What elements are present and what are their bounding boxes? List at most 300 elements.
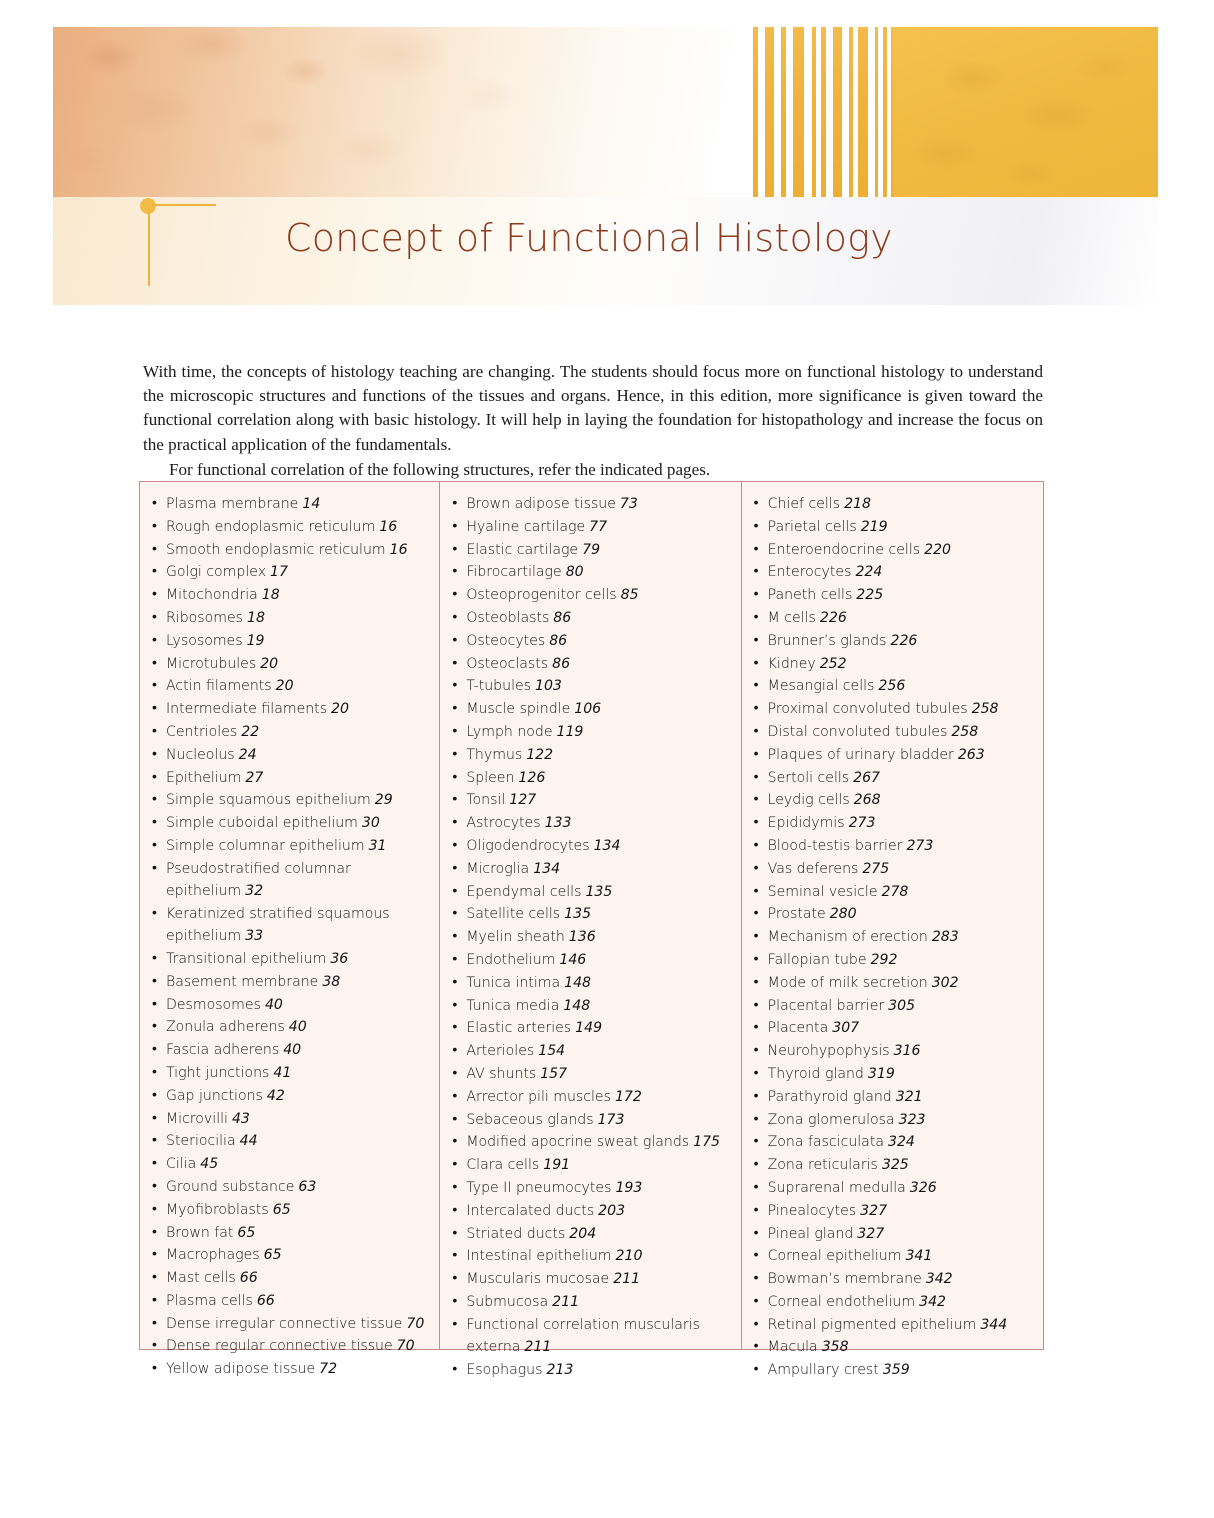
index-entry[interactable] [752,949,1037,971]
index-entry-page: 280 [829,906,857,923]
index-entry-page: 63 [298,1178,317,1195]
index-entry-page: 66 [239,1270,258,1287]
index-entry-label: Kidney [767,655,816,672]
index-entry[interactable] [752,1063,1037,1085]
index-entry-label: Myelin sheath [466,929,565,946]
index-entry-page: 43 [231,1110,250,1127]
index-entry[interactable] [752,1131,1037,1153]
index-entry[interactable] [752,1359,1037,1381]
index-entry-page: 31 [368,837,387,854]
corner-vertical-rule [148,208,150,286]
index-entry[interactable] [450,607,734,629]
index-entry-label: Dense irregular connective tissue [166,1315,403,1332]
index-entry[interactable] [150,607,433,629]
index-entry[interactable] [150,539,433,561]
index-entry-label: Fibrocartilage [466,564,562,581]
index-entry[interactable] [752,698,1037,720]
index-entry-page: 302 [931,974,959,991]
index-entry[interactable] [752,1291,1037,1313]
intro-paragraph-2: For functional correlation of the following structures, refer the indicated pages. [169,459,711,479]
index-entry-page: 70 [396,1338,415,1355]
index-entry[interactable] [450,561,734,583]
index-entry-label: Plasma membrane [166,496,299,512]
gold-stripe-2 [765,27,774,197]
index-entry-label: Chief cells [767,496,841,512]
index-entry-label: Arterioles [466,1043,535,1060]
index-entry-page: 103 [535,678,562,695]
index-entry[interactable] [752,1017,1037,1039]
index-entry[interactable] [150,767,433,789]
index-entry[interactable] [150,1335,433,1357]
index-entry-page: 325 [881,1157,909,1174]
index-entry-page: 226 [890,632,918,649]
index-entry[interactable] [752,584,1037,606]
index-entry[interactable] [752,767,1037,789]
index-entry[interactable] [450,1040,734,1062]
index-entry-page: 70 [406,1315,425,1332]
index-entry-label: Striated ducts [466,1225,566,1242]
index-entry[interactable] [752,1109,1037,1131]
index-entry[interactable] [450,1131,734,1153]
index-entry[interactable] [150,1267,433,1289]
index-entry-page: 133 [544,815,572,832]
gold-stripe-decoration [753,27,898,197]
index-entry-page: 65 [272,1201,291,1218]
index-entry-label: Paneth cells [767,587,853,604]
index-entry-label: Mitochondria [166,587,258,604]
index-entry-page: 173 [597,1111,625,1128]
index-entry-label: Clara cells [466,1157,540,1174]
index-entry-page: 341 [905,1248,933,1265]
index-entry-label: Keratinized stratified squamous epithelium [166,905,390,945]
index-entry-page: 24 [238,746,257,763]
index-entry[interactable] [752,1154,1037,1176]
index-entry[interactable] [752,1268,1037,1290]
index-entry[interactable] [752,675,1037,697]
index-entry-label: Muscularis mucosae [466,1271,610,1288]
index-entry[interactable] [150,744,433,766]
index-entry-label: Rough endoplasmic reticulum [166,518,376,535]
index-entry[interactable] [752,926,1037,948]
index-entry-label: Steriocilia [166,1133,236,1150]
index-entry-page: 32 [245,883,264,900]
index-entry[interactable] [150,1085,433,1107]
index-entry[interactable] [450,1268,734,1290]
index-entry-label: Arrector pili muscles [466,1088,611,1105]
index-entry-page: 18 [247,609,265,626]
index-entry[interactable] [752,1314,1037,1336]
index-entry-label: Epididymis [767,815,845,832]
index-entry[interactable] [150,653,433,675]
index-entry-label: Gap junctions [166,1087,263,1104]
index-entry-label: Vas deferens [767,860,859,877]
index-entry[interactable] [150,516,433,538]
index-entry-label: Cilia [166,1156,197,1173]
index-entry[interactable] [450,972,734,994]
index-entry[interactable] [752,812,1037,834]
index-entry[interactable] [150,1016,433,1038]
index-entry[interactable] [752,1177,1037,1199]
index-entry-label: Fallopian tube [767,951,867,968]
index-entry[interactable] [150,721,433,743]
index-entry[interactable] [752,995,1037,1017]
index-entry[interactable] [150,675,433,697]
index-entry-page: 305 [888,997,916,1014]
index-entry-page: 79 [582,541,601,558]
index-entry-label: Basement membrane [166,973,319,990]
index-entry[interactable] [150,1199,433,1221]
index-entry-label: Elastic cartilage [466,541,579,558]
index-entry[interactable] [450,903,734,925]
index-entry[interactable] [752,607,1037,629]
index-entry-page: 324 [888,1134,915,1151]
index-entry[interactable] [450,1063,734,1085]
index-entry-label: Tunica media [466,997,560,1014]
index-entry[interactable] [450,1177,734,1199]
index-entry[interactable] [450,949,734,971]
index-entry[interactable] [150,1244,433,1266]
index-entry-label: M cells [767,609,816,626]
index-entry[interactable] [752,972,1037,994]
index-entry-page: 344 [980,1316,1008,1333]
index-entry-label: Centrioles [166,723,238,740]
index-entry-label: Osteoprogenitor cells [466,587,617,604]
index-entry-label: Intestinal epithelium [466,1248,612,1265]
index-entry[interactable] [150,1313,433,1335]
index-entry[interactable] [752,539,1037,561]
gold-stripe-8 [849,27,853,197]
index-entry-label: Elastic arteries [466,1020,572,1037]
index-entry[interactable] [450,812,734,834]
index-entry[interactable] [150,1108,433,1130]
index-entry-page: 22 [241,723,260,740]
index-entry[interactable] [450,653,734,675]
index-entry-page: 157 [540,1065,568,1082]
index-entry-page: 213 [546,1361,574,1378]
tissue-texture-image [53,27,773,197]
index-entry-label: Pinealocytes [767,1202,857,1219]
index-entry[interactable] [752,1040,1037,1062]
index-entry-label: Simple cuboidal epithelium [166,815,358,832]
index-entry[interactable] [752,1200,1037,1222]
index-entry-label: Smooth endoplasmic reticulum [166,541,386,558]
index-entry-label: Blood-testis barrier [767,837,903,854]
gold-stripe-3 [781,27,786,197]
index-entry-label: Actin filaments [166,678,272,695]
index-entry-page: 86 [553,609,572,626]
index-entry-page: 316 [893,1043,921,1060]
index-entry[interactable] [150,835,433,857]
index-entry[interactable] [450,1314,734,1359]
index-entry-page: 275 [862,860,890,877]
index-entry-label: Macula [767,1339,818,1356]
index-entry[interactable] [752,835,1037,857]
index-entry-label: Parietal cells [767,518,857,535]
index-entry[interactable] [450,744,734,766]
index-entry[interactable] [752,721,1037,743]
index-entry-label: Lymph node [466,723,553,740]
index-column-3 [741,482,1043,1379]
index-entry[interactable] [150,1062,433,1084]
index-entry-label: Plasma cells [166,1292,253,1309]
index-entry-label: Intermediate filaments [166,701,328,718]
index-entry-page: 342 [925,1271,953,1288]
index-entry-page: 283 [931,929,959,946]
index-list-3 [752,493,1037,1382]
index-entry-page: 193 [615,1179,643,1196]
index-entry-page: 40 [288,1019,307,1036]
index-entry-page: 258 [971,701,999,718]
index-entry-page: 273 [848,815,876,832]
index-entry[interactable] [150,1176,433,1198]
index-entry[interactable] [450,995,734,1017]
gold-stripe-1 [753,27,758,197]
index-entry[interactable] [450,1086,734,1108]
gold-stripe-9 [858,27,868,197]
index-entry[interactable] [150,789,433,811]
index-entry-page: 191 [543,1157,571,1174]
index-entry[interactable] [450,516,734,538]
index-entry-page: 73 [619,496,638,512]
index-entry-page: 146 [559,951,587,968]
index-entry-page: 134 [593,837,621,854]
index-entry-label: Modified apocrine sweat glands [466,1134,690,1151]
index-entry[interactable] [450,675,734,697]
index-entry[interactable] [450,1223,734,1245]
gold-stripe-6 [821,27,826,197]
index-entry-page: 66 [256,1292,275,1309]
index-entry[interactable] [150,630,433,652]
index-list-2 [450,493,734,1381]
index-entry[interactable] [150,1222,433,1244]
index-entry[interactable] [752,903,1037,925]
index-entry-page: 29 [374,792,393,809]
page-title: Concept of Functional Histology [285,216,893,260]
index-entry-label: AV shunts [466,1065,537,1082]
index-entry[interactable] [752,516,1037,538]
index-entry-label: Myofibroblasts [166,1201,269,1218]
index-entry[interactable] [150,561,433,583]
index-entry-page: 210 [615,1248,643,1265]
index-entry[interactable] [752,561,1037,583]
index-entry-label: Corneal endothelium [767,1293,916,1310]
index-entry-label: Functional correlation muscularis externa [466,1316,700,1355]
index-column-2 [439,482,740,1378]
index-entry-page: 86 [549,632,568,649]
index-entry[interactable] [450,767,734,789]
index-entry-page: 307 [832,1020,860,1037]
index-entry-page: 218 [844,496,871,512]
index-entry-page: 106 [574,701,602,718]
index-entry-label: Mode of milk secretion [767,974,928,991]
intro-text-block [143,360,1043,482]
index-entry-page: 72 [319,1361,338,1378]
index-entry-page: 319 [867,1065,895,1082]
index-entry[interactable] [752,1245,1037,1267]
index-entry[interactable] [150,1358,433,1380]
index-entry-label: Seminal vesicle [767,883,878,900]
index-entry-page: 40 [283,1042,302,1059]
index-entry[interactable] [450,721,734,743]
index-entry[interactable] [150,1130,433,1152]
index-entry-page: 136 [568,929,596,946]
index-entry-label: Simple squamous epithelium [166,792,371,809]
index-entry-page: 267 [853,769,881,786]
index-entry-page: 220 [924,541,952,558]
index-entry-label: Oligodendrocytes [466,837,590,854]
index-entry-page: 203 [598,1202,626,1219]
index-entry-page: 127 [509,792,537,809]
index-entry-label: Dense regular connective tissue [166,1338,393,1355]
index-entry-label: Tonsil [466,792,506,809]
index-entry[interactable] [450,835,734,857]
index-entry[interactable] [150,1039,433,1061]
index-entry-label: Sebaceous glands [466,1111,594,1128]
index-entry[interactable] [150,971,433,993]
index-entry-page: 20 [260,655,279,672]
index-entry-page: 323 [898,1111,926,1128]
index-entry-label: Microvilli [166,1110,228,1127]
index-column-1 [140,482,439,1378]
index-entry[interactable] [450,1017,734,1039]
index-list-1 [150,493,433,1381]
index-entry-label: Macrophages [166,1247,260,1264]
index-entry-label: Ground substance [166,1178,295,1195]
index-entry[interactable] [752,493,1037,515]
index-entry-page: 252 [819,655,847,672]
index-entry[interactable] [150,994,433,1016]
index-entry-label: Epithelium [166,769,242,786]
index-entry-page: 16 [389,541,408,558]
index-entry[interactable] [150,698,433,720]
index-entry[interactable] [150,1290,433,1312]
index-entry-page: 273 [906,837,934,854]
index-entry-label: Proximal convoluted tubules [767,701,968,718]
index-entry-label: Ribosomes [166,609,243,626]
index-entry[interactable] [752,630,1037,652]
index-entry-page: 40 [264,996,283,1013]
gold-tissue-panel [893,27,1158,197]
index-entry-label: Placenta [767,1020,829,1037]
index-entry-label: Submucosa [466,1293,549,1310]
index-entry-label: Esophagus [466,1361,543,1378]
index-entry-label: Ependymal cells [466,883,582,900]
index-entry-page: 18 [261,587,280,604]
index-entry[interactable] [150,858,433,903]
index-entry-page: 204 [569,1225,597,1242]
index-entry[interactable] [450,630,734,652]
index-entry-label: Enterocytes [767,564,852,581]
index-entry-label: Fascia adherens [166,1042,280,1059]
index-entry-page: 45 [200,1156,219,1173]
index-entry[interactable] [450,789,734,811]
index-entry-page: 211 [613,1271,641,1288]
index-entry[interactable] [150,1153,433,1175]
index-entry-label: Mesangial cells [767,678,875,695]
index-entry[interactable] [450,1109,734,1131]
index-entry[interactable] [752,744,1037,766]
index-entry[interactable] [150,493,433,515]
index-entry-label: Bowman’s membrane [767,1271,922,1288]
index-entry-page: 211 [552,1293,580,1310]
index-entry-label: Desmosomes [166,996,261,1013]
index-entry-page: 359 [882,1362,910,1379]
index-entry[interactable] [752,881,1037,903]
index-entry-page: 292 [870,951,898,968]
index-entry-label: Brown adipose tissue [466,496,616,512]
index-entry-label: Mechanism of erection [767,929,928,946]
index-entry-page: 258 [951,723,979,740]
index-entry[interactable] [150,948,433,970]
index-entry[interactable] [752,858,1037,880]
index-entry-page: 14 [302,496,321,512]
header-banner [53,27,1158,197]
index-entry[interactable] [450,881,734,903]
index-entry-label: Mast cells [166,1270,236,1287]
index-entry-label: Distal convoluted tubules [767,723,948,740]
index-entry-label: Lysosomes [166,632,243,649]
index-entry[interactable] [752,1086,1037,1108]
index-entry-label: Ampullary crest [767,1362,879,1379]
index-entry[interactable] [450,1154,734,1176]
index-entry-label: Microtubules [166,655,257,672]
intro-paragraph-1: With time, the concepts of histology teaching are changing. The students should focus more on functional histology to understand the microscopic structures and functions of the tissues and organs. Hence, in this edition, more significance is given toward the functional correlation along with basic histology. It will help in laying the foundation for histopathology and increase the focus on the practical application of the fundamentals. [143,362,1043,454]
index-entry-page: 33 [245,928,264,945]
index-entry-label: Endothelium [466,951,556,968]
index-entry-label: Golgi complex [166,564,267,581]
index-entry[interactable] [450,493,734,515]
index-entry-page: 321 [895,1088,923,1105]
index-entry[interactable] [450,858,734,880]
index-entry-label: Brunner’s glands [767,632,887,649]
index-entry-page: 20 [275,678,294,695]
index-entry[interactable] [752,789,1037,811]
index-entry-page: 149 [575,1020,603,1037]
index-entry-label: Thymus [466,746,523,763]
index-entry[interactable] [450,698,734,720]
index-entry-page: 38 [322,973,341,990]
index-entry[interactable] [450,926,734,948]
index-entry[interactable] [450,1200,734,1222]
index-entry-label: Intercalated ducts [466,1202,595,1219]
index-entry[interactable] [150,812,433,834]
index-entry[interactable] [450,1245,734,1267]
index-entry-page: 85 [620,587,639,604]
index-entry-page: 225 [856,587,884,604]
index-entry-page: 86 [552,655,571,672]
index-entry[interactable] [450,1291,734,1313]
index-entry[interactable] [752,1223,1037,1245]
index-entry[interactable] [150,903,433,948]
index-entry-label: Pseudostratified columnar epithelium [166,860,351,900]
index-entry[interactable] [450,539,734,561]
index-entry-page: 41 [273,1064,292,1081]
index-entry-page: 172 [614,1088,642,1105]
index-entry-page: 27 [245,769,264,786]
index-entry-page: 326 [909,1179,937,1196]
index-entry[interactable] [752,1336,1037,1358]
index-entry-label: Enteroendocrine cells [767,541,921,558]
index-entry-label: Microglia [466,860,530,877]
index-entry[interactable] [752,653,1037,675]
index-entry-label: Zona glomerulosa [767,1111,895,1128]
index-entry[interactable] [450,1359,734,1381]
index-entry-label: Tight junctions [166,1064,270,1081]
index-entry-label: Spleen [466,769,515,786]
index-entry[interactable] [450,584,734,606]
index-entry[interactable] [150,584,433,606]
index-entry-page: 268 [853,792,881,809]
